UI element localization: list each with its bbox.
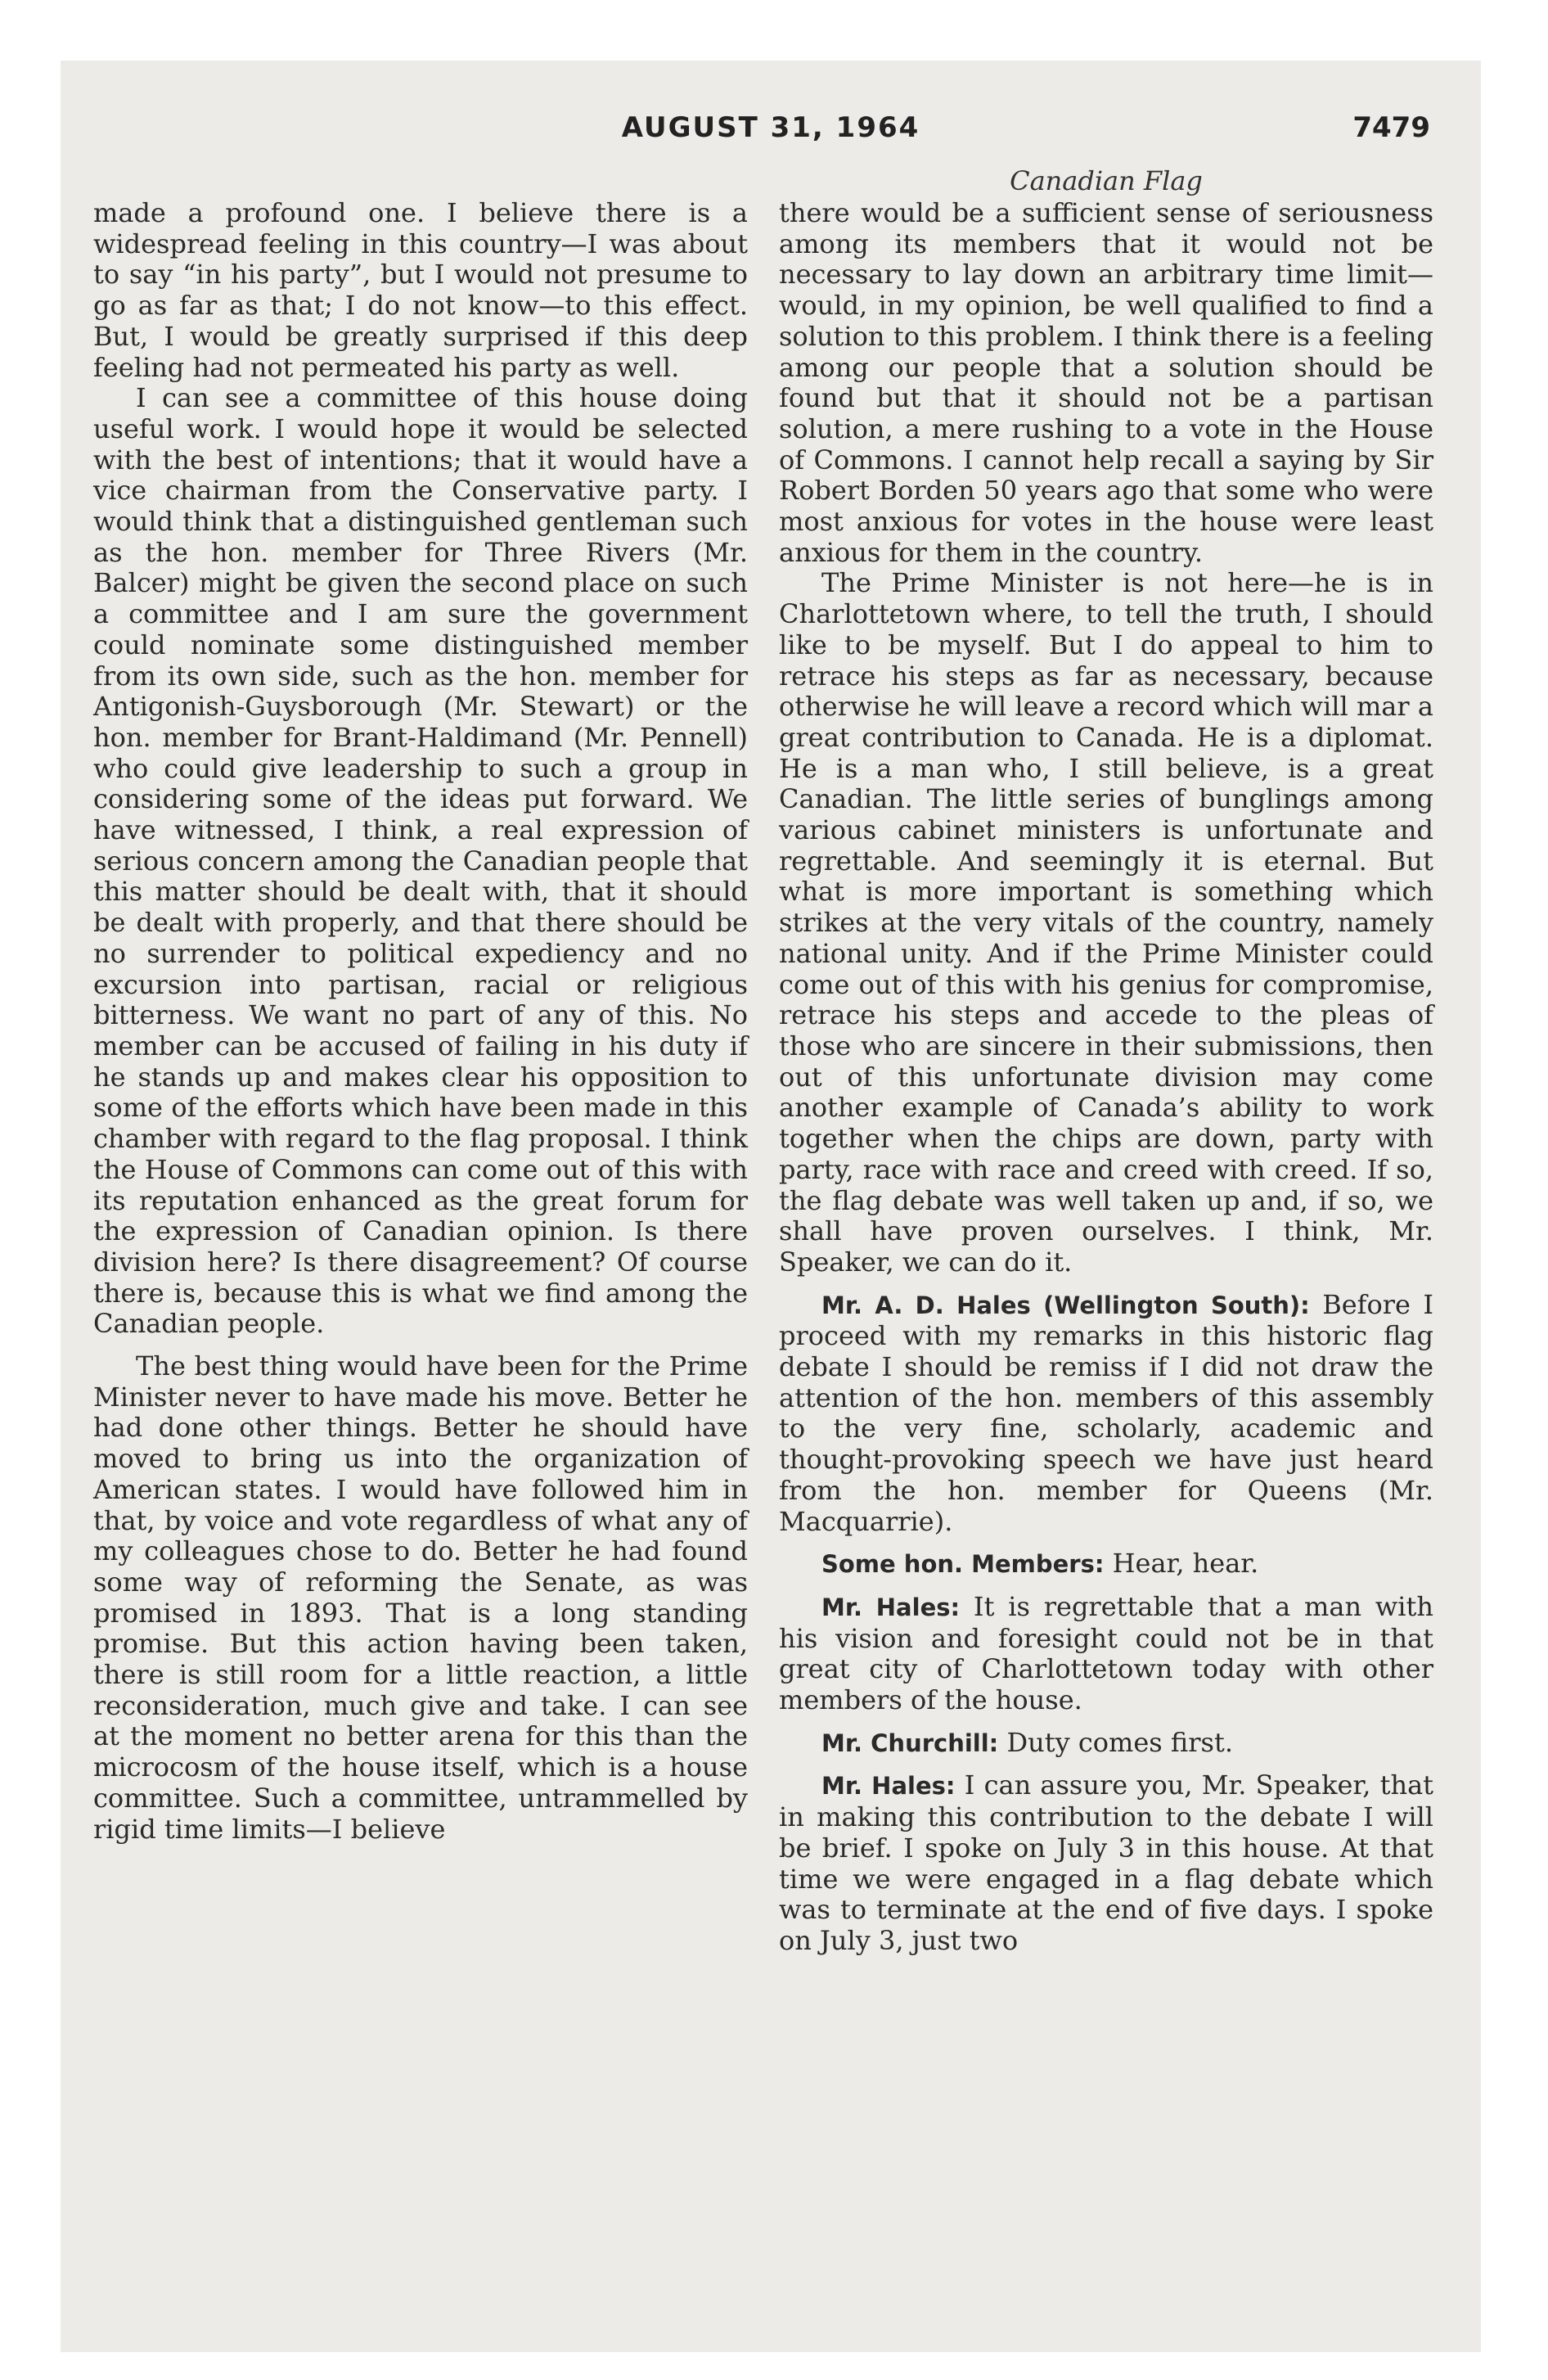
page-header [61,111,1481,160]
right-column [779,164,1433,1957]
page-sheet [61,61,1481,2352]
speaker-name: Mr. Churchill: [821,1729,999,1757]
paragraph: The Prime Minister is not here—he is in Charlottetown where, to tell the truth, I should like to be myself. But I do appeal to him to retrace his steps as far as necessary, because otherwise he will leave a record which will mar a great contribution to Canada. He is a diplomat. He is a man who, I still believe, is a great Canadian. The little series of bunglings among various cabinet ministers is unfortunate and regrettable. And seemingly it is eternal. But what is more important is something which strikes at the very vitals of the country, namely national unity. And if the Prime Minister could come out of this with his genius for compromise, retrace his steps and accede to the pleas of those who are sincere in their submissions, then out of this unfortunate division may come another example of Canada’s ability to work together when the chips are down, party with party, race with race and creed with creed. If so, the flag debate was well taken up and, if so, we shall have proven ourselves. I think, Mr. Speaker, we can do it. [779,567,1433,1278]
speaker-name: Mr. A. D. Hales (Wellington South): [821,1291,1310,1319]
speaker-name: Mr. Hales: [821,1593,961,1621]
speech-hales [779,1592,1433,1716]
paragraph: there would be a sufficient sense of seriousness among its members that it would not be necessary to lay down an arbitrary time limit—would, in my opinion, be well qualified to find a solution to this problem. I think there is a feeling among our people that a solution should be found but that it should not be a partisan solution, a mere rushing to a vote in the House of Commons. I cannot help recall a saying by Sir Robert Borden 50 years ago that some who were most anxious for votes in the house were least anxious for them in the country. [779,197,1433,568]
speech-members [779,1548,1433,1580]
speech-hales [779,1290,1433,1538]
speaker-name: Some hon. Members: [821,1550,1105,1579]
speech-text: I can assure you, Mr. Speaker, that in making this contribution to the debate I will be brief. I spoke on July 3 in this house. At that time we were engaged in a flag debate which was to terminate at the end of five days. I spoke on July 3, just two [779,1769,1433,1956]
speaker-name: Mr. Hales: [821,1772,956,1801]
running-title: Canadian Flag [1010,165,1203,196]
paragraph: I can see a committee of this house doing useful work. I would hope it would be selected with the best of intentions; that it would have a vice chairman from the Conservative party. I would think that a distinguished gentleman such as the hon. member for Three Rivers (Mr. Balcer) might be given the second place on such a committee and I am sure the government could nominate some distinguished member from its own side, such as the hon. member for Antigonish-Guysborough (Mr. Stewart) or the hon. member for Brant-Haldimand (Mr. Pennell) who could give leadership to such a group in considering some of the ideas put forward. We have witnessed, I think, a real expression of serious concern among the Canadian people that this matter should be dealt with, that it should be dealt with properly, and that there should be no surrender to political expediency and no excursion into partisan, racial or religious bitterness. We want no part of any of this. No member can be accused of failing in his duty if he stands up and makes clear his opposition to some of the efforts which have been made in this chamber with regard to the flag proposal. I think the House of Commons can come out of this with its reputation enhanced as the great forum for the expression of Canadian opinion. Is there division here? Is there disagreement? Of course there is, because this is what we find among the Canadian people. [93,382,748,1340]
page-number: 7479 [1352,111,1430,144]
speech-text: Hear, hear. [1112,1548,1259,1580]
speech-hales [779,1770,1433,1956]
speech-text: It is regrettable that a man with his vision and foresight could not be in that great city of Charlottetown today with other members of the house. [779,1590,1434,1716]
speech-churchill [779,1728,1433,1760]
left-column [93,198,748,1845]
speech-text: Before I proceed with my remarks in this historic flag debate I should be remiss if I did not draw the attention of the hon. members of this assembly to the very fine, scholarly, academic and thought-provoking speech we have just heard from the hon. member for Queens (Mr. Macquarrie). [779,1288,1434,1537]
paragraph: The best thing would have been for the Prime Minister never to have made his move. Better he had done other things. Better he should have moved to bring us into the organization of American states. I would have followed him in that, by voice and vote regardless of what any of my colleagues chose to do. Better he had found some way of reforming the Senate, as was promised in 1893. That is a long standing promise. But this action having been taken, there is still room for a little reaction, a little reconsideration, much give and take. I can see at the moment no better arena for this than the microcosm of the house itself, which is a house committee. Such a committee, untrammelled by rigid time limits—I believe [93,1350,748,1845]
header-date: AUGUST 31, 1964 [621,111,920,144]
speech-text: Duty comes first. [1006,1726,1233,1758]
paragraph: made a profound one. I believe there is a widespread feeling in this country—I was about to say “in his party”, but I would not presume to go as far as that; I do not know—to this effect. But, I would be greatly surprised if this deep feeling had not permeated his party as well. [93,197,748,383]
